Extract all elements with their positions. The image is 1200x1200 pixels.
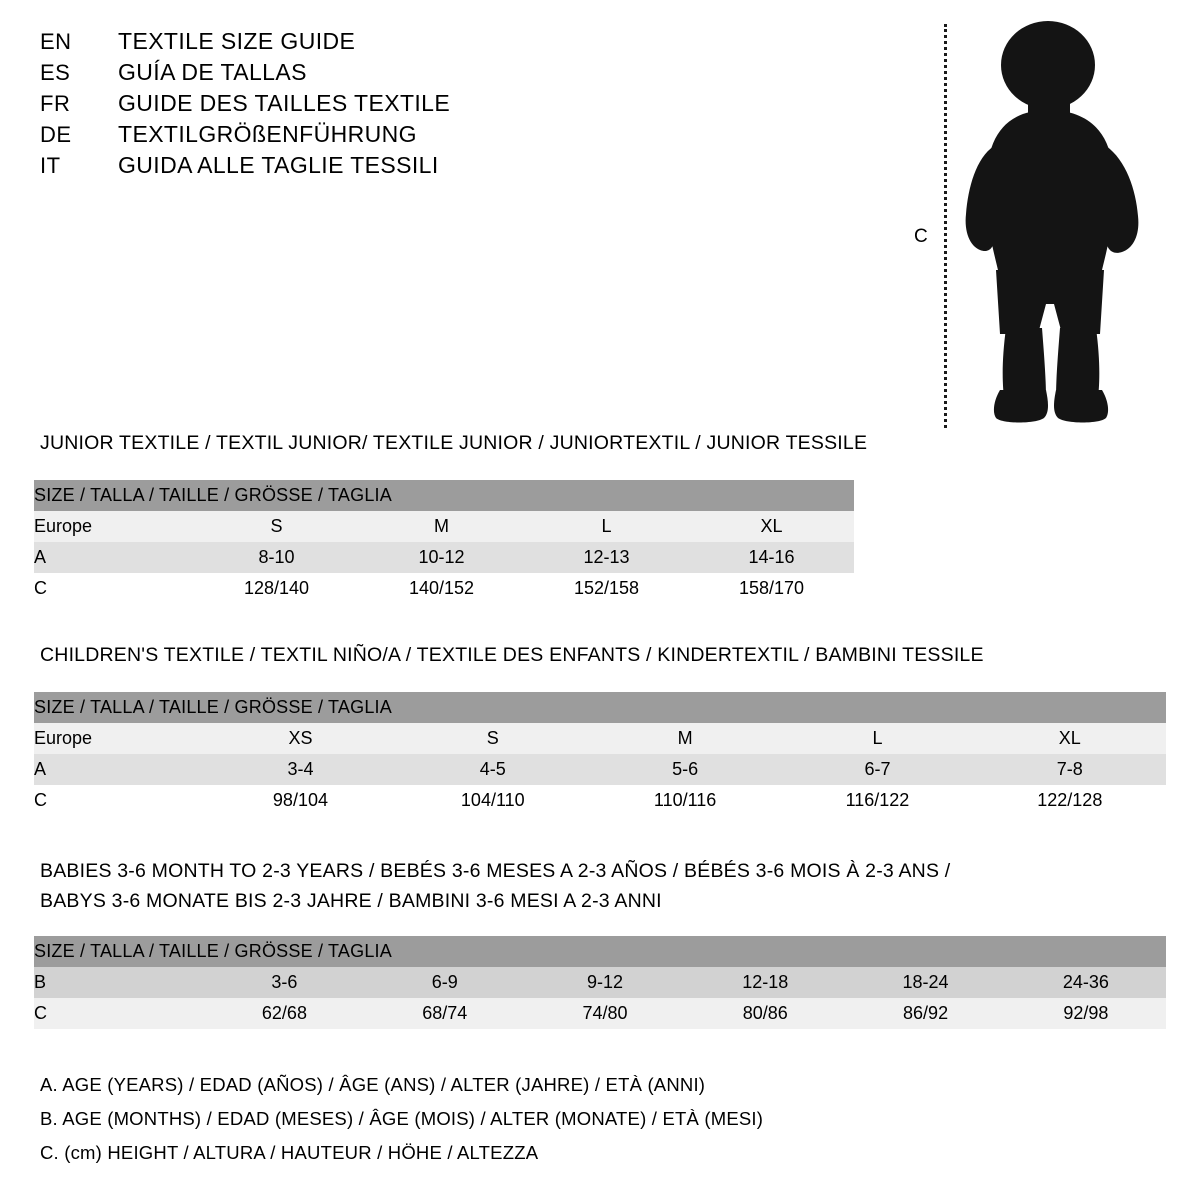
cell-value: 10-12: [359, 542, 524, 573]
band-label: SIZE / TALLA / TAILLE / GRÖSSE / TAGLIA: [34, 692, 1166, 723]
band-label: SIZE / TALLA / TAILLE / GRÖSSE / TAGLIA: [34, 936, 1166, 967]
table-row: [34, 573, 854, 604]
row-label: Europe: [34, 723, 204, 754]
row-label: B: [34, 967, 204, 998]
cell-value: 18-24: [845, 967, 1005, 998]
section-title-children: CHILDREN'S TEXTILE / TEXTIL NIÑO/A / TEXTILE DES ENFANTS / KINDERTEXTIL / BAMBINI TESSILE: [40, 644, 984, 666]
cell-value: M: [359, 511, 524, 542]
language-code: ES: [40, 60, 71, 85]
cell-value: 9-12: [525, 967, 685, 998]
language-title: TEXTILE SIZE GUIDE: [118, 28, 356, 54]
cell-value: 104/110: [397, 785, 589, 816]
language-code: EN: [40, 29, 72, 54]
cell-value: 3-4: [204, 754, 396, 785]
cell-value: 6-7: [781, 754, 973, 785]
language-row: [40, 28, 900, 55]
cell-value: 98/104: [204, 785, 396, 816]
table-row: [34, 754, 1166, 785]
children-size-table: [34, 692, 1166, 816]
table-band-header: [34, 480, 854, 511]
row-label: A: [34, 542, 194, 573]
row-label: A: [34, 754, 204, 785]
child-silhouette-icon: [950, 18, 1150, 433]
height-measure-label: C: [914, 226, 928, 247]
cell-value: L: [524, 511, 689, 542]
table-row: [34, 723, 1166, 754]
language-title: GUIDE DES TAILLES TEXTILE: [118, 90, 451, 116]
cell-value: 3-6: [204, 967, 364, 998]
language-row: [40, 152, 900, 179]
section-title-babies-line1: BABIES 3-6 MONTH TO 2-3 YEARS / BEBÉS 3-6 MESES A 2-3 AÑOS / BÉBÉS 3-6 MOIS À 2-3 ANS /: [40, 860, 951, 882]
row-label: C: [34, 573, 194, 604]
cell-value: XL: [974, 723, 1166, 754]
cell-value: 152/158: [524, 573, 689, 604]
language-title: TEXTILGRÖßENFÜHRUNG: [118, 121, 417, 147]
table-row: [34, 785, 1166, 816]
cell-value: 6-9: [365, 967, 525, 998]
cell-value: 62/68: [204, 998, 364, 1029]
table-band-header: [34, 936, 1166, 967]
table-row: [34, 511, 854, 542]
cell-value: 128/140: [194, 573, 359, 604]
cell-value: L: [781, 723, 973, 754]
section-title-junior: JUNIOR TEXTILE / TEXTIL JUNIOR/ TEXTILE JUNIOR / JUNIORTEXTIL / JUNIOR TESSILE: [40, 432, 868, 454]
section-title-babies-line2: BABYS 3-6 MONATE BIS 2-3 JAHRE / BAMBINI 3-6 MESI A 2-3 ANNI: [40, 890, 662, 912]
cell-value: 7-8: [974, 754, 1166, 785]
cell-value: S: [194, 511, 359, 542]
language-row: [40, 121, 900, 148]
junior-size-table: [34, 480, 854, 604]
cell-value: M: [589, 723, 781, 754]
language-row: [40, 59, 900, 86]
cell-value: 122/128: [974, 785, 1166, 816]
cell-value: 24-36: [1006, 967, 1166, 998]
cell-value: 5-6: [589, 754, 781, 785]
cell-value: 4-5: [397, 754, 589, 785]
cell-value: 14-16: [689, 542, 854, 573]
cell-value: 92/98: [1006, 998, 1166, 1029]
row-label: Europe: [34, 511, 194, 542]
band-label: SIZE / TALLA / TAILLE / GRÖSSE / TAGLIA: [34, 480, 854, 511]
footnotes: [40, 1068, 763, 1170]
table-row: [34, 998, 1166, 1029]
table-band-header: [34, 692, 1166, 723]
babies-size-table: [34, 936, 1166, 1029]
language-code: FR: [40, 91, 71, 116]
cell-value: 116/122: [781, 785, 973, 816]
language-code: IT: [40, 153, 61, 178]
cell-value: S: [397, 723, 589, 754]
cell-value: 8-10: [194, 542, 359, 573]
row-label: C: [34, 785, 204, 816]
size-guide-header: [40, 28, 900, 183]
cell-value: 158/170: [689, 573, 854, 604]
row-label: C: [34, 998, 204, 1029]
footnote-c: C. (cm) HEIGHT / ALTURA / HAUTEUR / HÖHE / ALTEZZA: [40, 1142, 539, 1163]
cell-value: 12-18: [685, 967, 845, 998]
language-row: [40, 90, 900, 117]
cell-value: 80/86: [685, 998, 845, 1029]
section-title-babies: [40, 856, 950, 916]
cell-value: XL: [689, 511, 854, 542]
cell-value: 110/116: [589, 785, 781, 816]
cell-value: 74/80: [525, 998, 685, 1029]
footnote-a: A. AGE (YEARS) / EDAD (AÑOS) / ÂGE (ANS) / ALTER (JAHRE) / ETÀ (ANNI): [40, 1074, 706, 1095]
cell-value: XS: [204, 723, 396, 754]
language-title: GUÍA DE TALLAS: [118, 59, 307, 85]
language-title: GUIDA ALLE TAGLIE TESSILI: [118, 152, 439, 178]
cell-value: 68/74: [365, 998, 525, 1029]
language-code: DE: [40, 122, 72, 147]
footnote-b: B. AGE (MONTHS) / EDAD (MESES) / ÂGE (MOIS) / ALTER (MONATE) / ETÀ (MESI): [40, 1108, 764, 1129]
cell-value: 86/92: [845, 998, 1005, 1029]
cell-value: 12-13: [524, 542, 689, 573]
height-measure-dashed-line: [944, 24, 947, 428]
cell-value: 140/152: [359, 573, 524, 604]
table-row: [34, 542, 854, 573]
height-measure-figure: [900, 8, 1160, 428]
table-row: [34, 967, 1166, 998]
